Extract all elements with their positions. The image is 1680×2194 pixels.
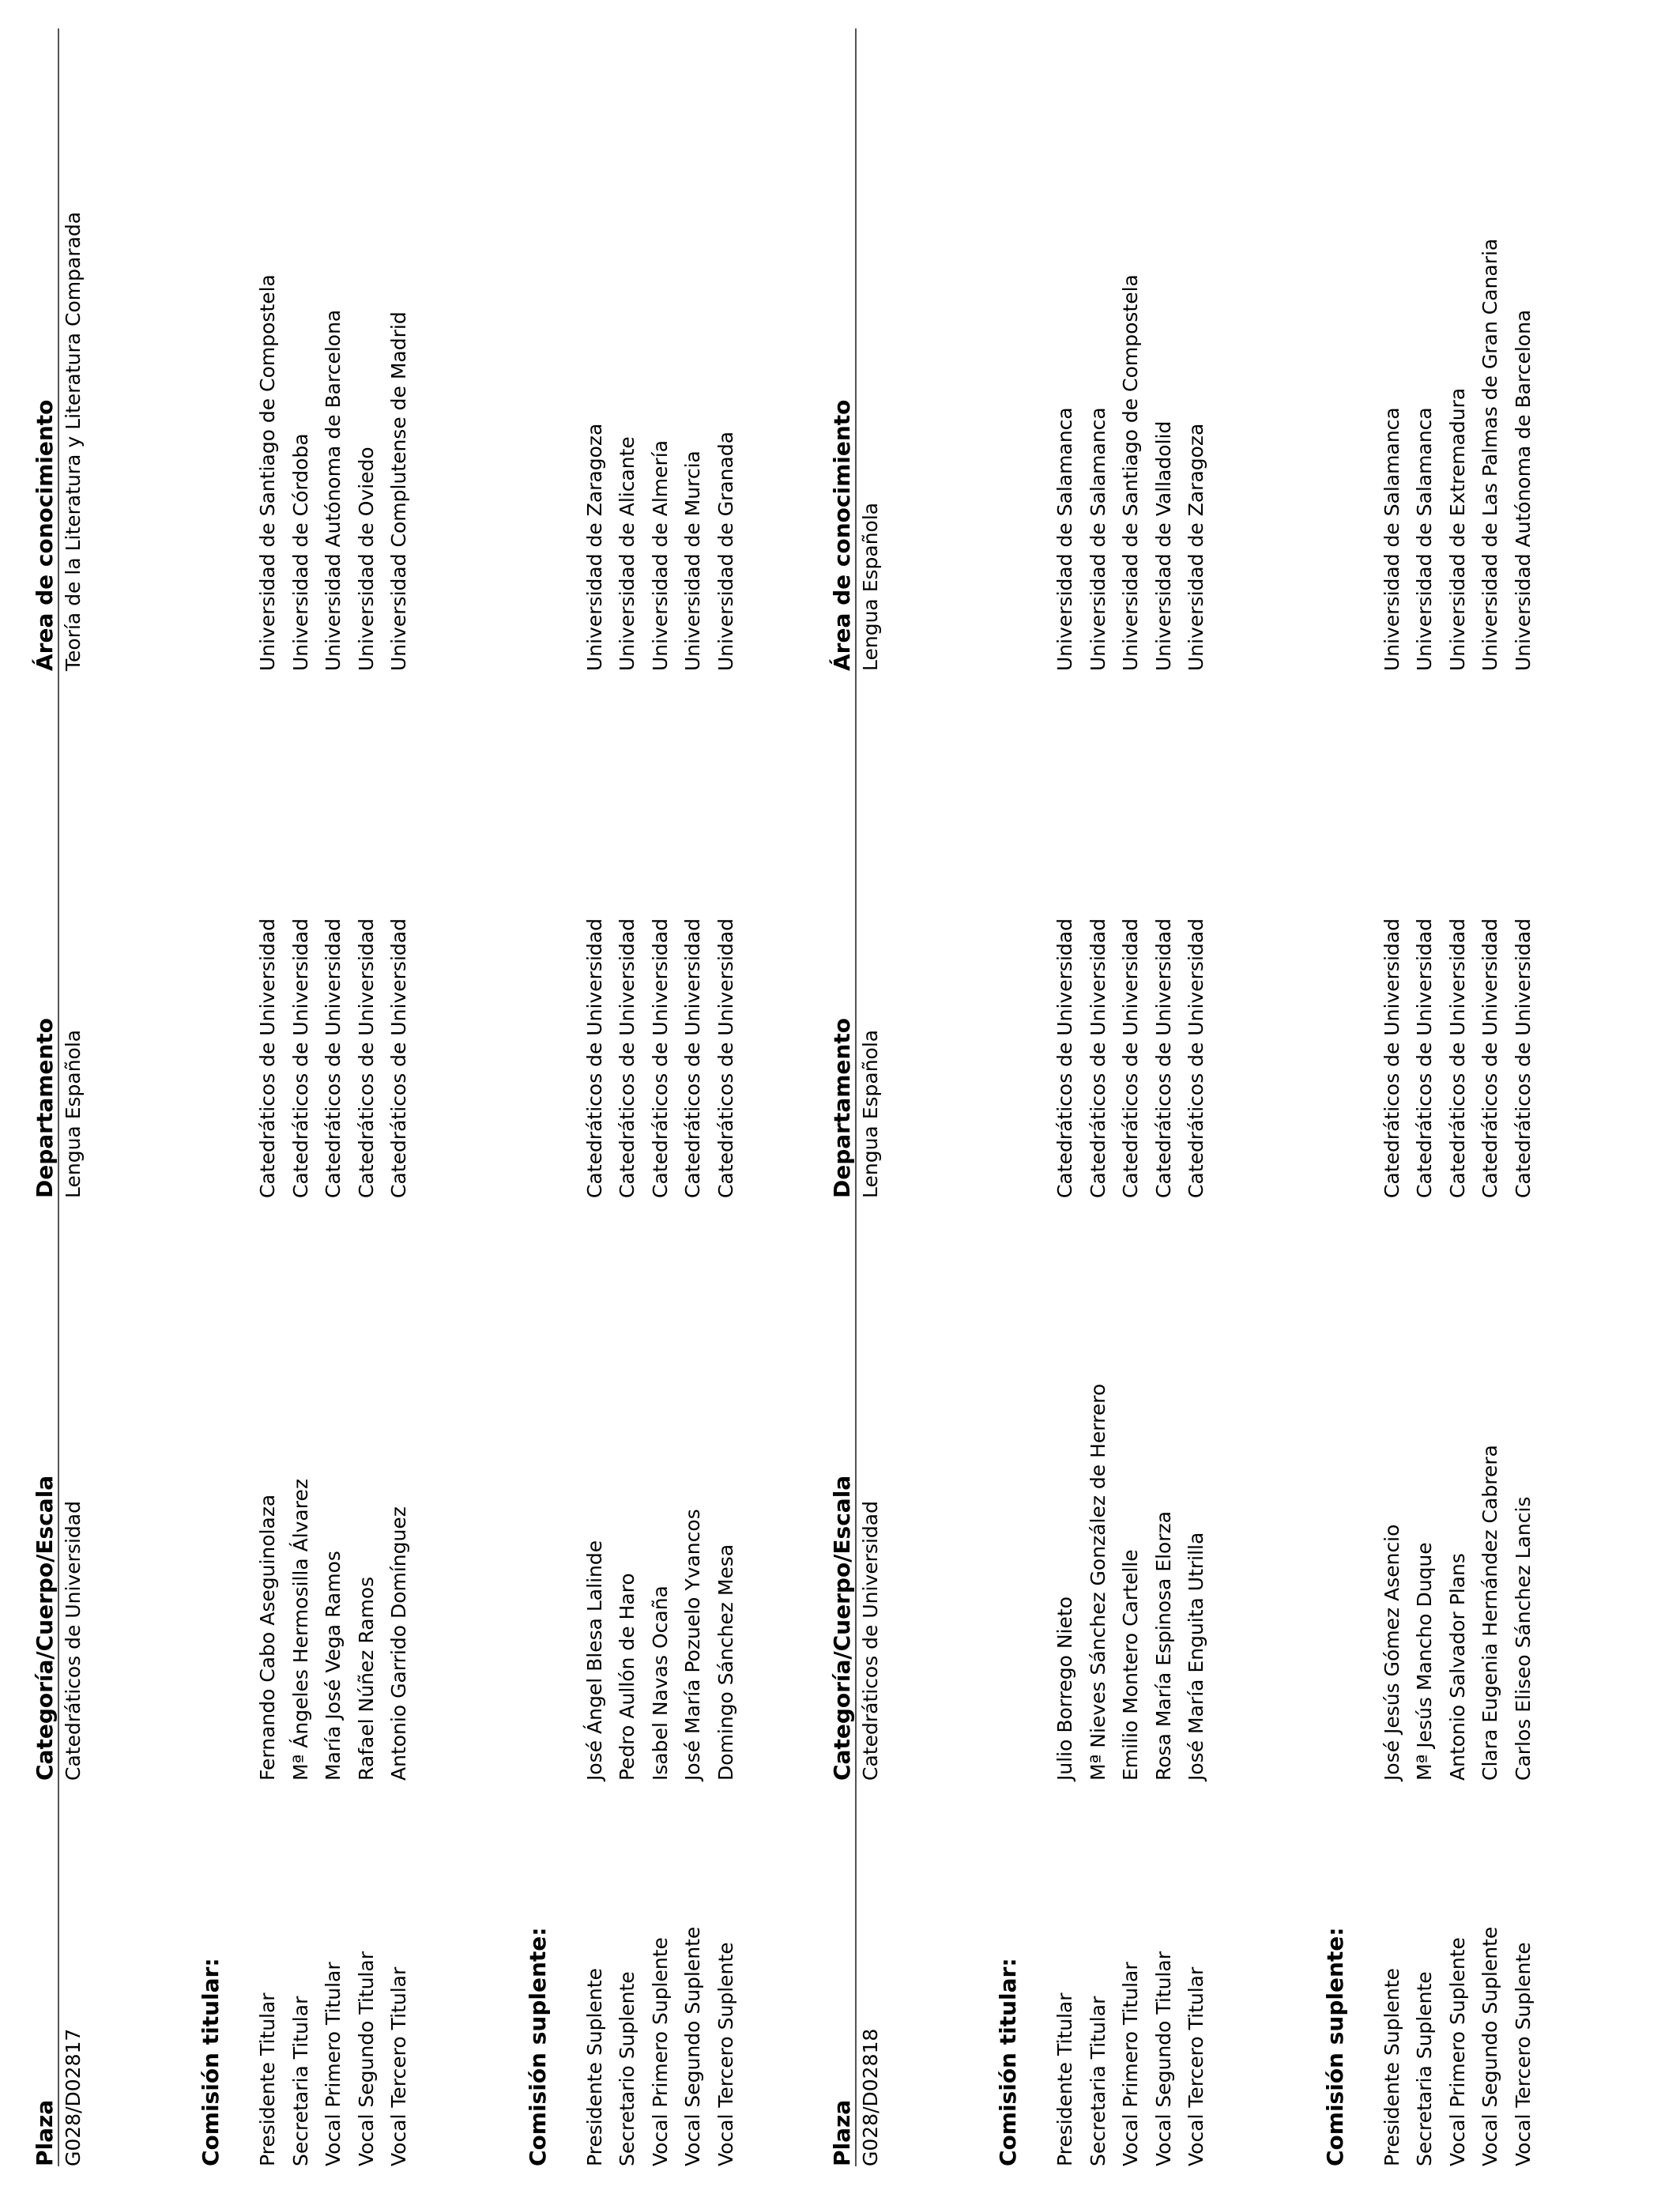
member-university: Universidad de Salamanca: [1380, 407, 1403, 671]
member-row: [1181, 28, 1215, 2166]
plaza-area: Lengua Española: [859, 502, 882, 671]
member-category: Catedráticos de Universidad: [714, 918, 737, 1198]
member-name: María José Vega Ramos: [322, 1551, 345, 1781]
member-row: [318, 28, 352, 2166]
member-role: Vocal Tercero Suplente: [1511, 1942, 1535, 2166]
member-university: Universidad de Salamanca: [1086, 407, 1109, 671]
section-titular: Comisión titular:: [198, 1958, 224, 2166]
member-row: [1509, 28, 1542, 2166]
member-category: Catedráticos de Universidad: [1413, 918, 1436, 1198]
member-university: Universidad Autónoma de Barcelona: [322, 309, 345, 671]
member-row: [1475, 28, 1509, 2166]
member-row: [384, 28, 417, 2166]
member-university: Universidad de Murcia: [681, 450, 704, 671]
member-university: Universidad de Alicante: [616, 436, 638, 671]
plaza-info-row: [856, 28, 887, 2166]
member-role: Presidente Titular: [256, 1992, 279, 2166]
plaza-departamento: Lengua Española: [859, 1029, 882, 1198]
member-role: Secretaria Suplente: [1413, 1971, 1436, 2166]
member-category: Catedráticos de Universidad: [1511, 918, 1535, 1198]
member-row: [1149, 28, 1182, 2166]
suplente-list: [580, 28, 744, 2166]
section-suplente: Comisión suplente:: [524, 1927, 551, 2166]
section-suplente: Comisión suplente:: [1321, 1927, 1348, 2166]
plaza-area: Teoría de la Literatura y Literatura Comparada: [62, 211, 85, 671]
member-university: Universidad de Santiago de Compostela: [1119, 274, 1142, 671]
member-category: Catedráticos de Universidad: [1119, 918, 1142, 1198]
member-role: Presidente Suplente: [1380, 1968, 1403, 2166]
member-university: Universidad Autónoma de Barcelona: [1511, 309, 1535, 671]
member-role: Vocal Tercero Titular: [387, 1966, 410, 2166]
member-name: Rafael Núñez Ramos: [354, 1576, 378, 1781]
member-role: Vocal Tercero Titular: [1185, 1966, 1207, 2166]
member-row: [352, 28, 385, 2166]
member-category: Catedráticos de Universidad: [354, 918, 378, 1198]
member-row: [1050, 28, 1083, 2166]
suplente-list: [1377, 28, 1542, 2166]
member-role: Vocal Segundo Suplente: [1478, 1926, 1501, 2166]
titular-list: [1050, 28, 1215, 2166]
member-category: Catedráticos de Universidad: [681, 918, 704, 1198]
member-university: Universidad de Zaragoza: [1185, 423, 1207, 671]
header-departamento: Departamento: [32, 1018, 58, 1198]
plaza-code: G028/D02818: [859, 2028, 882, 2166]
member-name: Mª Ángeles Hermosilla Álvarez: [288, 1479, 312, 1781]
header-categoria: Categoría/Cuerpo/Escala: [32, 1475, 58, 1781]
member-role: Vocal Tercero Suplente: [714, 1942, 737, 2166]
member-category: Catedráticos de Universidad: [1151, 918, 1175, 1198]
table-header: [831, 28, 854, 2166]
member-name: Carlos Eliseo Sánchez Lancis: [1511, 1496, 1535, 1781]
member-role: Vocal Primero Suplente: [648, 1937, 672, 2166]
member-row: [253, 28, 286, 2166]
member-category: Catedráticos de Universidad: [1086, 918, 1109, 1198]
member-name: José María Enguita Utrilla: [1185, 1532, 1207, 1781]
plaza-block-2: [831, 28, 1541, 2166]
plaza-block-1: [33, 28, 744, 2166]
member-category: Catedráticos de Universidad: [256, 918, 279, 1198]
member-row: [1410, 28, 1443, 2166]
member-category: Catedráticos de Universidad: [1445, 918, 1469, 1198]
member-university: Universidad de Almería: [648, 439, 672, 671]
member-row: [646, 28, 679, 2166]
member-name: Antonio Garrido Domínguez: [387, 1506, 410, 1781]
section-titular: Comisión titular:: [995, 1958, 1021, 2166]
member-role: Presidente Titular: [1053, 1992, 1076, 2166]
member-row: [580, 28, 613, 2166]
member-university: Universidad de Valladolid: [1151, 420, 1175, 671]
member-university: Universidad de Córdoba: [288, 433, 312, 671]
table-header: [33, 28, 57, 2166]
member-row: [1377, 28, 1411, 2166]
member-name: Julio Borrego Nieto: [1053, 1596, 1076, 1781]
member-category: Catedráticos de Universidad: [1185, 918, 1207, 1198]
member-row: [1443, 28, 1476, 2166]
member-name: Emilio Montero Cartelle: [1119, 1549, 1142, 1781]
member-category: Catedráticos de Universidad: [322, 918, 345, 1198]
member-category: Catedráticos de Universidad: [288, 918, 312, 1198]
member-university: Universidad de Santiago de Compostela: [256, 274, 279, 671]
member-role: Vocal Primero Suplente: [1445, 1937, 1469, 2166]
member-name: Rosa María Espinosa Elorza: [1151, 1510, 1175, 1781]
member-name: Antonio Salvador Plans: [1445, 1553, 1469, 1781]
member-university: Universidad de Granada: [714, 431, 737, 671]
member-name: José Jesús Gómez Asencio: [1380, 1524, 1403, 1781]
plaza-departamento: Lengua Española: [62, 1029, 85, 1198]
header-area: Área de conocimiento: [829, 399, 855, 671]
member-name: José María Pozuelo Yvancos: [681, 1509, 704, 1781]
header-departamento: Departamento: [829, 1018, 855, 1198]
member-row: [286, 28, 319, 2166]
member-role: Secretaria Titular: [1086, 1996, 1109, 2166]
member-category: Catedráticos de Universidad: [1478, 918, 1501, 1198]
member-name: Mª Jesús Mancho Duque: [1413, 1542, 1436, 1781]
member-university: Universidad de Salamanca: [1053, 407, 1076, 671]
member-role: Vocal Primero Titular: [322, 1962, 345, 2166]
titular-list: [253, 28, 417, 2166]
plaza-categoria: Catedráticos de Universidad: [62, 1501, 85, 1781]
member-university: Universidad Complutense de Madrid: [387, 311, 410, 671]
member-role: Vocal Segundo Titular: [354, 1951, 378, 2166]
member-role: Vocal Segundo Titular: [1151, 1951, 1175, 2166]
member-category: Catedráticos de Universidad: [582, 918, 606, 1198]
member-university: Universidad de Salamanca: [1413, 407, 1436, 671]
member-row: [711, 28, 744, 2166]
member-role: Secretario Suplente: [616, 1971, 638, 2166]
header-area: Área de conocimiento: [32, 399, 58, 671]
header-plaza: Plaza: [829, 2099, 855, 2166]
member-role: Vocal Segundo Suplente: [681, 1926, 704, 2166]
header-categoria: Categoría/Cuerpo/Escala: [829, 1475, 855, 1781]
member-role: Vocal Primero Titular: [1119, 1962, 1142, 2166]
member-row: [1116, 28, 1149, 2166]
member-name: Domingo Sánchez Mesa: [714, 1544, 737, 1781]
member-university: Universidad de Zaragoza: [582, 423, 606, 671]
member-name: Fernando Cabo Aseguinolaza: [256, 1494, 279, 1781]
member-category: Catedráticos de Universidad: [616, 918, 638, 1198]
member-name: Clara Eugenia Hernández Cabrera: [1478, 1445, 1501, 1781]
plaza-info-row: [58, 28, 90, 2166]
plaza-categoria: Catedráticos de Universidad: [859, 1501, 882, 1781]
member-category: Catedráticos de Universidad: [1380, 918, 1403, 1198]
header-plaza: Plaza: [32, 2099, 58, 2166]
member-name: José Ángel Blesa Lalinde: [582, 1540, 606, 1781]
member-row: [678, 28, 711, 2166]
member-category: Catedráticos de Universidad: [387, 918, 410, 1198]
plaza-code: G028/D02817: [62, 2028, 85, 2166]
member-category: Catedráticos de Universidad: [648, 918, 672, 1198]
member-role: Secretaria Titular: [288, 1996, 312, 2166]
member-row: [1083, 28, 1117, 2166]
member-category: Catedráticos de Universidad: [1053, 918, 1076, 1198]
member-name: Isabel Navas Ocaña: [648, 1585, 672, 1781]
member-row: [612, 28, 646, 2166]
member-university: Universidad de Extremadura: [1445, 387, 1469, 671]
member-university: Universidad de Las Palmas de Gran Canaria: [1478, 238, 1501, 671]
member-name: Pedro Aullón de Haro: [616, 1573, 638, 1781]
member-university: Universidad de Oviedo: [354, 447, 378, 671]
member-name: Mª Nieves Sánchez González de Herrero: [1086, 1383, 1109, 1781]
member-role: Presidente Suplente: [582, 1968, 606, 2166]
